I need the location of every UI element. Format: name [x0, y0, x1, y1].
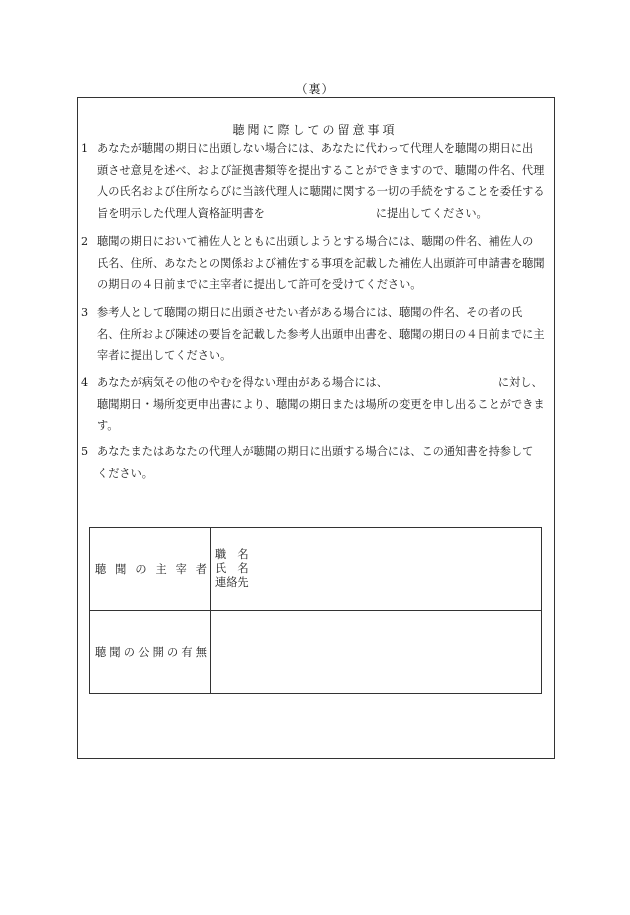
- public-label-cell: [90, 611, 211, 694]
- item-number: 3: [81, 306, 89, 319]
- item-text-after-blank: に対し、: [497, 376, 543, 389]
- hearing-info-table: [89, 527, 542, 694]
- field-job-title: 職 名: [215, 548, 249, 561]
- item-number: 5: [81, 445, 89, 458]
- item-line: の期日の４日前までに主宰者に提出して許可を受けてください。: [97, 278, 422, 291]
- item-number: 2: [81, 235, 89, 248]
- item-line: 人の氏名および住所ならびに当該代理人に聴聞に関する一切の手続をすることを委任する: [97, 185, 545, 198]
- field-contact: 連絡先: [215, 576, 249, 589]
- field-name: 氏 名: [215, 562, 249, 575]
- presider-label: 聴聞の主宰者: [95, 563, 207, 576]
- item-line: あなたまたはあなたの代理人が聴聞の期日に出頭する場合には、この通知書を持参して: [97, 445, 534, 458]
- item-line: 宰者に提出してください。: [97, 349, 232, 362]
- public-row: [90, 611, 542, 694]
- item-line: [97, 203, 488, 225]
- document-title: 聴聞に際しての留意事項: [232, 123, 398, 137]
- item-line: 参考人として聴聞の期日に出頭させたい者がある場合には、聴聞の件名、その者の氏: [97, 306, 523, 319]
- item-line: す。: [97, 419, 119, 432]
- item-line: 頭させ意見を述べ、および証拠書類等を提出することができますので、聴聞の件名、代理: [97, 163, 545, 177]
- presider-row: [90, 528, 542, 611]
- item-line: 名、住所および陳述の要旨を記載した参考人出頭申出書を、聴聞の期日の４日前までに主: [97, 327, 545, 341]
- item-line: 聴聞期日・場所変更申出書により、聴聞の期日または場所の変更を申し出ることができま: [97, 397, 545, 411]
- item-line: [97, 372, 543, 394]
- item-line: 聴聞の期日において補佐人とともに出頭しようとする場合には、聴聞の件名、補佐人の: [97, 235, 534, 248]
- item-text-before-blank: あなたが病気その他のやむを得ない理由がある場合には、: [97, 376, 388, 389]
- presider-label-cell: [90, 528, 211, 611]
- item-line: 氏名、住所、あなたとの関係および補佐する事項を記載した補佐人出頭許可申請書を聴聞: [97, 256, 545, 270]
- item-text-after-blank: に提出してください。: [375, 206, 488, 220]
- item-number: 1: [81, 142, 89, 155]
- item-text-before-blank: 旨を明示した代理人資格証明書を: [97, 206, 265, 220]
- public-label: 聴聞の公開の有無: [95, 646, 207, 659]
- public-value-cell: [211, 611, 542, 694]
- item-line: あなたが聴聞の期日に出頭しない場合には、あなたに代わって代理人を聴聞の期日に出: [97, 142, 534, 155]
- item-number: 4: [81, 376, 89, 389]
- presider-details-cell: [211, 528, 542, 611]
- item-line: ください。: [97, 466, 153, 480]
- page-side-label: （裏）: [295, 82, 335, 96]
